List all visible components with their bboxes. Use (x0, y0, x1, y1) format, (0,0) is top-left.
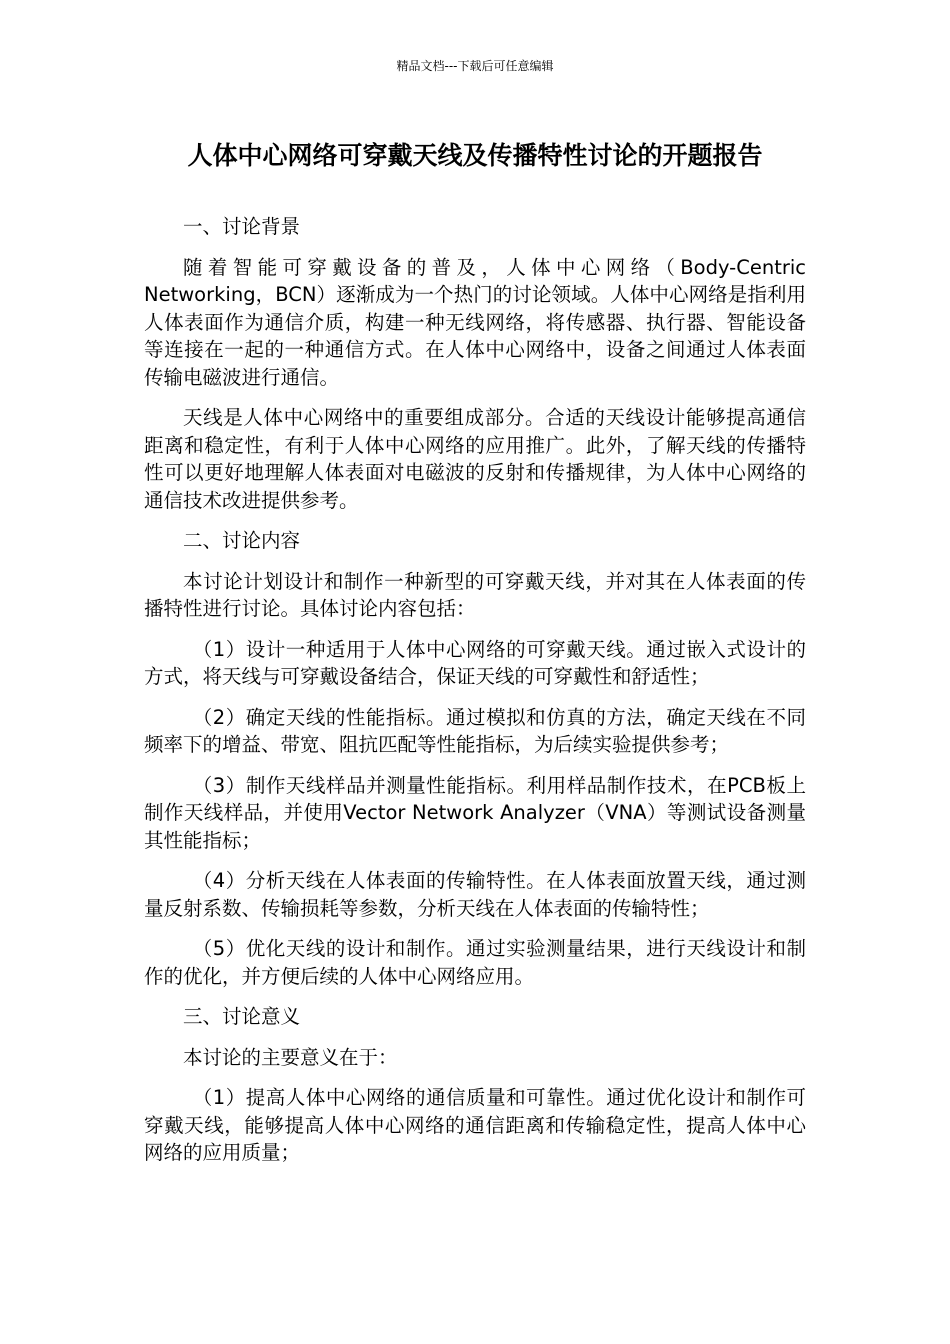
list-item: （3）制作天线样品并测量性能指标。利用样品制作技术，在PCB板上制作天线样品，并使用Vector Network Analyzer（VNA）等测试设备测量其性能指标； (144, 773, 806, 852)
body-paragraph: 随着智能可穿戴设备的普及，人体中心网络（Body-Centric Networking，BCN）逐渐成为一个热门的讨论领域。人体中心网络是指利用人体表面作为通信介质，构建一种无线网络，将传感器、执行器、智能设备等连接在一起的一种通信方式。在人体中心网络中，设备之间通过人体表面传输电磁波进行通信。 (144, 255, 806, 389)
list-item: （5）优化天线的设计和制作。通过实验测量结果，进行天线设计和制作的优化，并方便后续的人体中心网络应用。 (144, 937, 806, 988)
body-paragraph: 本讨论的主要意义在于： (183, 1045, 398, 1069)
section-heading-significance: 三、讨论意义 (183, 1005, 301, 1028)
document-body (144, 213, 806, 1180)
body-paragraph: 本讨论计划设计和制作一种新型的可穿戴天线，并对其在人体表面的传播特性进行讨论。具体讨论内容包括： (144, 569, 806, 620)
list-item: （1）提高人体中心网络的通信质量和可靠性。通过优化设计和制作可穿戴天线，能够提高人体中心网络的通信距离和传输稳定性，提高人体中心网络的应用质量； (144, 1086, 806, 1164)
document-title: 人体中心网络可穿戴天线及传播特性讨论的开题报告 (187, 141, 763, 170)
section-heading-background: 一、讨论背景 (183, 215, 301, 238)
list-item: （4）分析天线在人体表面的传输特性。在人体表面放置天线，通过测量反射系数、传输损耗等参数，分析天线在人体表面的传输特性； (144, 869, 806, 920)
header-note: 精品文档---下载后可任意编辑 (396, 59, 554, 73)
section-heading-content: 二、讨论内容 (183, 529, 301, 552)
list-item: （1）设计一种适用于人体中心网络的可穿戴天线。通过嵌入式设计的方式，将天线与可穿戴设备结合，保证天线的可穿戴性和舒适性； (144, 637, 806, 688)
body-paragraph: 天线是人体中心网络中的重要组成部分。合适的天线设计能够提高通信距离和稳定性，有利于人体中心网络的应用推广。此外，了解天线的传播特性可以更好地理解人体表面对电磁波的反射和传播规律，为人体中心网络的通信技术改进提供参考。 (144, 406, 806, 512)
list-item: （2）确定天线的性能指标。通过模拟和仿真的方法，确定天线在不同频率下的增益、带宽、阻抗匹配等性能指标，为后续实验提供参考； (144, 705, 806, 756)
